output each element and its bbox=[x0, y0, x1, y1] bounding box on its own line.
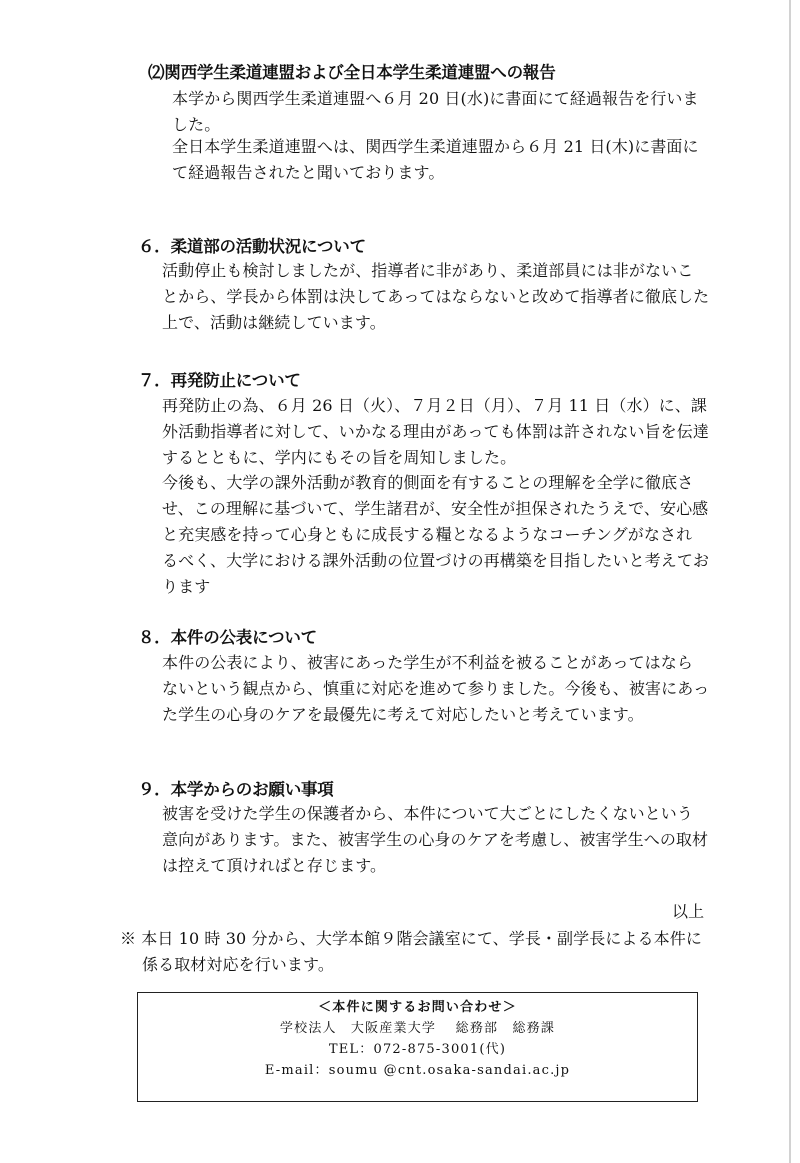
text-line: た学生の心身のケアを最優先に考えて対応したいと考えています。 bbox=[162, 705, 644, 724]
section-6-heading: ６．柔道部の活動状況について bbox=[138, 237, 366, 256]
text-line: 活動停止も検討しましたが、指導者に非があり、柔道部員には非がないこ bbox=[162, 261, 694, 280]
text-line: は控えて頂ければと存じます。 bbox=[162, 856, 387, 875]
text-line: 全日本学生柔道連盟へは、関西学生柔道連盟から６月 21 日(木)に書面に bbox=[172, 137, 699, 156]
section-8-heading: ８．本件の公表について bbox=[138, 628, 317, 647]
section-9-paragraph bbox=[146, 801, 716, 879]
text-line: 外活動指導者に対して、いかなる理由があっても体罰は許されない旨を伝達 bbox=[162, 422, 709, 441]
text-line: て経過報告されたと聞いております。 bbox=[172, 163, 445, 182]
note-line: 係る取材対応を行います。 bbox=[142, 955, 334, 974]
text-line: ないという観点から、慎重に対応を進めて参りました。今後も、被害にあっ bbox=[162, 679, 710, 698]
text-line: と充実感を持って心身ともに成長する糧となるようなコーチングがなされ bbox=[162, 525, 693, 544]
section-2-paragraph-1 bbox=[156, 86, 716, 138]
text-line: せ、この理解に基づいて、学生諸君が、安全性が担保されたうえで、安心感 bbox=[162, 499, 709, 518]
press-note bbox=[120, 926, 720, 978]
text-line: 今後も、大学の課外活動が教育的側面を有することの理解を全学に徹底さ bbox=[162, 473, 694, 492]
text-line: 再発防止の為、６月 26 日（火）、７月２日（月）、７月 11 日（水）に、課 bbox=[162, 396, 707, 415]
section-9-heading: ９．本学からのお願い事項 bbox=[138, 780, 334, 799]
text-line: 上で、活動は継続しています。 bbox=[162, 313, 386, 332]
text-line: 本件の公表により、被害にあった学生が不利益を被ることがあってはなら bbox=[162, 653, 693, 672]
contact-organization: 学校法人 大阪産業大学 総務部 総務課 bbox=[279, 1021, 556, 1036]
text-line: 意向があります。また、被害学生の心身のケアを考慮し、被害学生への取材 bbox=[162, 830, 709, 849]
text-line: した。 bbox=[172, 115, 221, 134]
section-7-heading: ７．再発防止について bbox=[138, 371, 301, 390]
text-line: するとともに、学内にもその旨を周知しました。 bbox=[162, 448, 517, 467]
section-6-paragraph bbox=[146, 258, 716, 336]
section-2-paragraph-2 bbox=[156, 134, 716, 186]
text-line: るべく、大学における課外活動の位置づけの再構築を目指したいと考えてお bbox=[162, 551, 710, 570]
closing-text: 以上 bbox=[672, 902, 705, 921]
text-line: とから、学長から体罰は決してあってはならないと改めて指導者に徹底した bbox=[162, 287, 710, 306]
section-2-heading: ⑵関西学生柔道連盟および全日本学生柔道連盟への報告 bbox=[148, 63, 556, 82]
contact-phone: TEL：072-875-3001(代) bbox=[328, 1042, 507, 1057]
section-8-paragraph bbox=[146, 650, 716, 728]
contact-box bbox=[137, 992, 698, 1102]
contact-email[interactable]: E-mail：soumu @cnt.osaka-sandai.ac.jp bbox=[264, 1063, 571, 1078]
contact-title: ＜本件に関するお問い合わせ＞ bbox=[318, 1000, 517, 1015]
text-line: 被害を受けた学生の保護者から、本件について大ごとにしたくないという bbox=[162, 804, 693, 823]
note-line: ※ 本日 10 時 30 分から、大学本館９階会議室にて、学長・副学長による本件に bbox=[120, 929, 702, 948]
section-7-paragraph-1 bbox=[146, 393, 716, 471]
section-7-paragraph-2 bbox=[146, 470, 716, 600]
page-edge-divider bbox=[789, 0, 791, 1163]
text-line: ります bbox=[162, 577, 211, 596]
text-line: 本学から関西学生柔道連盟へ６月 20 日(水)に書面にて経過報告を行いま bbox=[172, 89, 699, 108]
